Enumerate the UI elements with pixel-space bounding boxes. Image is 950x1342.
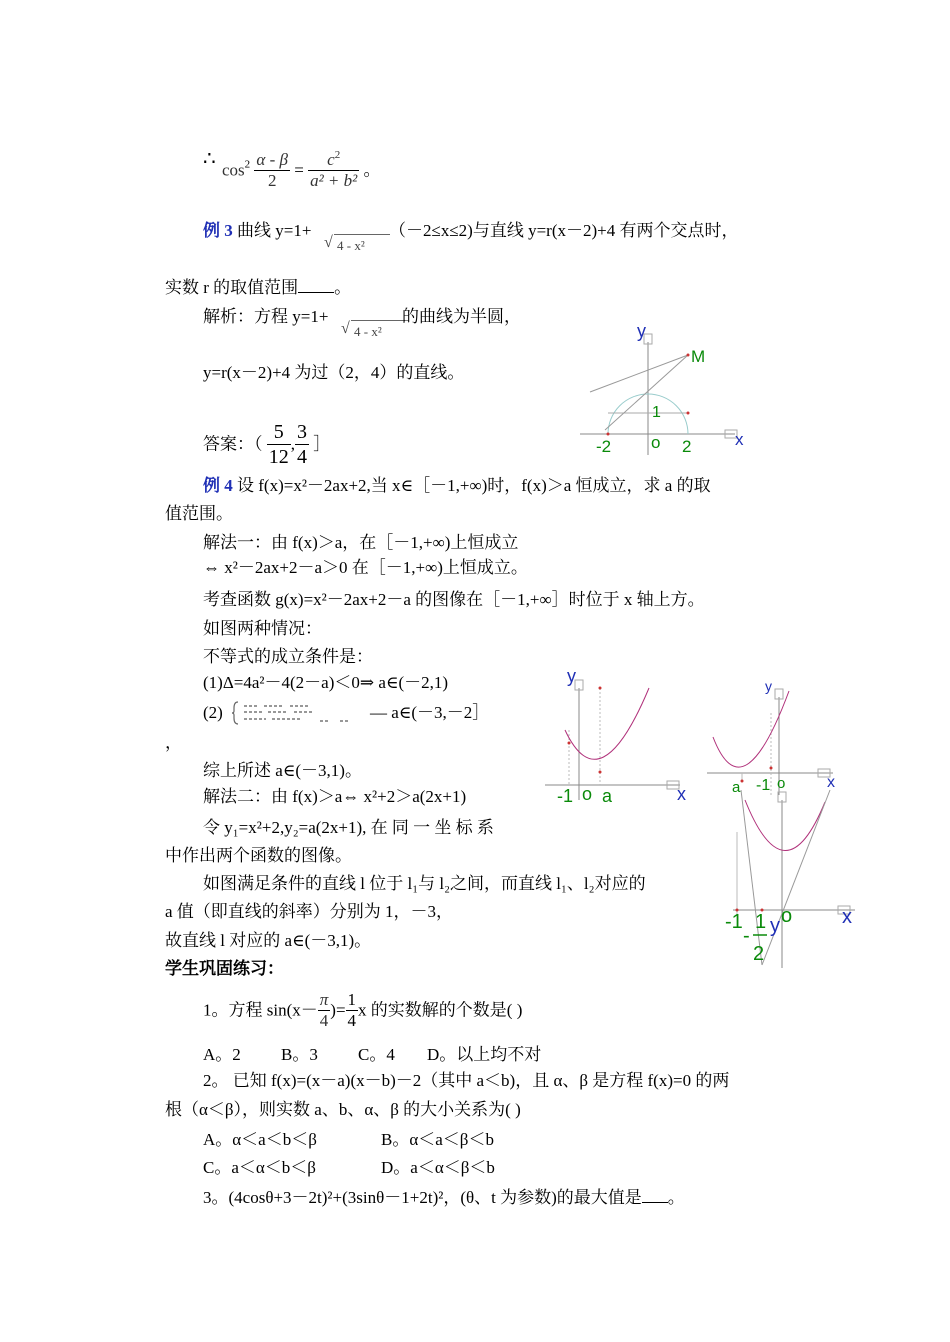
fig2-x-label: x <box>677 784 686 804</box>
question-1-option-d: D。以上均不对 <box>427 1045 542 1064</box>
fig2-origin-label: o <box>582 784 593 804</box>
figure-semicircle <box>575 320 755 460</box>
question-3: 3。(4cosθ+3－2t)²+(3sinθ－1+2t)²，(θ、t 为参数)的最大值是 。 <box>203 1188 685 1207</box>
q1-quarter-fraction: $\frac{1}{4}$ <box>347 990 357 1030</box>
method-2-line1: 解法二：由 f(x)＞a⇔ x²+2＞a(2x+1) <box>203 787 467 806</box>
practice-title: 学生巩固练习： <box>165 959 284 978</box>
conclusion-method-1: 综上所述 a∈(－3,1)。 <box>203 761 362 780</box>
example-4-text: 设 f(x)=x²－2ax+2,当 x∈［－1,+∞)时，f(x)＞a 恒成立，求 a 的取 <box>232 476 711 495</box>
fig3-neg1-label: -1 <box>756 777 771 794</box>
example-3-text-b: （－2≤x≤2)与直线 y=r(x－2)+4 有两个交点时， <box>389 221 739 240</box>
answer-fraction-1: $\frac{5}{12}$ <box>268 421 289 468</box>
example-3-text-a: 曲线 y=1+ <box>232 221 312 240</box>
fig2-y-label: y <box>567 666 576 686</box>
question-1: 1。方程 sin(x－ $\frac{\pi}{4}$ )= $\frac{1}{4}$ x 的实数解的个数是( ) <box>203 990 523 1030</box>
answer-blank <box>298 276 334 293</box>
example-3-solution-a: 解析：方程 y=1+ <box>203 307 329 326</box>
method-2-line2: 令 y₁=x²+2,y₂=a(2x+1), 在 同 一 坐 标 系 <box>203 818 494 837</box>
cos-exponent: 2 <box>244 158 251 171</box>
cos-half-angle-formula <box>222 150 381 200</box>
question-2-line2: 根（α＜β），则实数 a、b、α、β 的大小关系为( ) <box>165 1100 521 1119</box>
fig3-x-label: x <box>827 774 835 791</box>
method-2-line3: 中作出两个函数的图像。 <box>165 846 352 865</box>
example-4-label: 例 4 <box>203 476 233 495</box>
method-1-case-1: (1)Δ=4a²－4(2－a)＜0⇒ a∈(－2,1) <box>203 673 449 692</box>
period: 。 <box>363 160 381 180</box>
fig1-one-label: 1 <box>652 404 661 421</box>
fig1-x-label: x <box>735 430 744 449</box>
method-1-line3: 考查函数 g(x)=x²－2ax+2－a 的图像在［－1,+∞］时位于 x 轴上方。 <box>203 590 705 609</box>
case-2-result: — a∈(－3,－2］ <box>370 703 490 722</box>
method-1-line2: ⇔ x²－2ax+2－a＞0 在［－1,+∞)上恒成立。 <box>203 558 528 577</box>
question-2-option-b: B。α＜a＜β＜b <box>381 1130 494 1149</box>
fig3-a-label: a <box>732 779 741 796</box>
question-2-option-c: C。a＜α＜b＜β <box>203 1158 316 1177</box>
method-1-line4: 如图两种情况： <box>203 619 322 638</box>
fig1-origin-label: o <box>651 433 661 452</box>
question-2-option-d: D。a＜α＜β＜b <box>381 1158 495 1177</box>
fig4-y-label: y <box>770 915 780 937</box>
figure-parabola-case-a <box>545 660 695 810</box>
therefore-symbol: ∴ <box>203 148 216 170</box>
rhs-fraction: $\frac{c^2}{\text{a² + b²}}$ <box>310 149 358 190</box>
q1-pi-fraction: $\frac{\pi}{4}$ <box>319 990 329 1030</box>
fig3-origin-label: o <box>777 775 786 792</box>
method-2-line4: 如图满足条件的直线 l 位于 l₁与 l₂之间，而直线 l₁、l₂对应的 <box>203 874 646 893</box>
fig1-neg2-label: -2 <box>596 437 612 456</box>
fig4-minus-label: - <box>743 925 750 947</box>
example-4-line2: 值范围。 <box>165 504 233 523</box>
question-1-option-b: B。3 <box>281 1045 318 1064</box>
question-1-option-a: A。2 <box>203 1045 241 1064</box>
question-2-line1: 2。 已知 f(x)=(x－a)(x－b)－2（其中 a＜b)，且 α、β 是方程 f(x)=0 的两 <box>203 1071 730 1090</box>
example-4-line1 <box>203 475 711 497</box>
example-3-label: 例 3 <box>203 221 233 240</box>
question-1-option-c: C。4 <box>358 1045 395 1064</box>
fig4-neg1-label: -1 <box>725 911 743 933</box>
fig4-origin-label: o <box>781 905 793 927</box>
fig1-two-label: 2 <box>682 437 692 456</box>
q3-answer-blank <box>642 1186 668 1203</box>
case-2-inequality-system-image <box>232 700 367 726</box>
example-3-solution-b: 的曲线为半圆， <box>402 307 521 326</box>
fig4-one-label: 1 <box>755 911 767 933</box>
example-3-solution-sqrt: √ 4 - x² <box>343 320 405 343</box>
method-2-line5: a 值（即直线的斜率）分别为 1，－3， <box>165 902 454 921</box>
lhs-fraction: $\frac{\alpha - \beta}{2}$ <box>256 150 288 190</box>
fig2-neg1-label: -1 <box>557 786 574 806</box>
example-3-answer: 答案：（ $\frac{5}{12}$ , $\frac{3}{4}$ ］ <box>203 421 331 468</box>
fig3-y-label: y <box>765 678 772 694</box>
fig4-x-label: x <box>842 906 852 928</box>
fig1-y-label: y <box>637 321 646 341</box>
figure-lines-and-parabola <box>715 770 865 970</box>
method-2-conclusion: 故直线 l 对应的 a∈(－3,1)。 <box>165 931 372 950</box>
fig2-a-label: a <box>602 786 613 806</box>
fig4-two-label: 2 <box>753 943 765 965</box>
example-3-sqrt: √ 4 - x² <box>326 234 390 257</box>
answer-fraction-2: $\frac{3}{4}$ <box>297 421 307 468</box>
example-3-line2: 实数 r 的取值范围 。 <box>165 278 352 297</box>
question-2-option-a: A。α＜a＜b＜β <box>203 1130 317 1149</box>
method-1-line1: 解法一：由 f(x)＞a，在［－1,+∞)上恒成立 <box>203 533 519 552</box>
method-1-line5: 不等式的成立条件是： <box>203 647 373 666</box>
method-1-case-2: (2) <box>203 703 223 722</box>
fig1-M-label: M <box>691 347 706 366</box>
comma-line: ， <box>165 733 182 752</box>
example-3-line1 <box>203 220 311 242</box>
example-3-solution-line: y=r(x－2)+4 为过（2，4）的直线。 <box>203 363 465 382</box>
equals-sign: = <box>294 160 304 180</box>
cos-text: cos <box>222 160 245 180</box>
